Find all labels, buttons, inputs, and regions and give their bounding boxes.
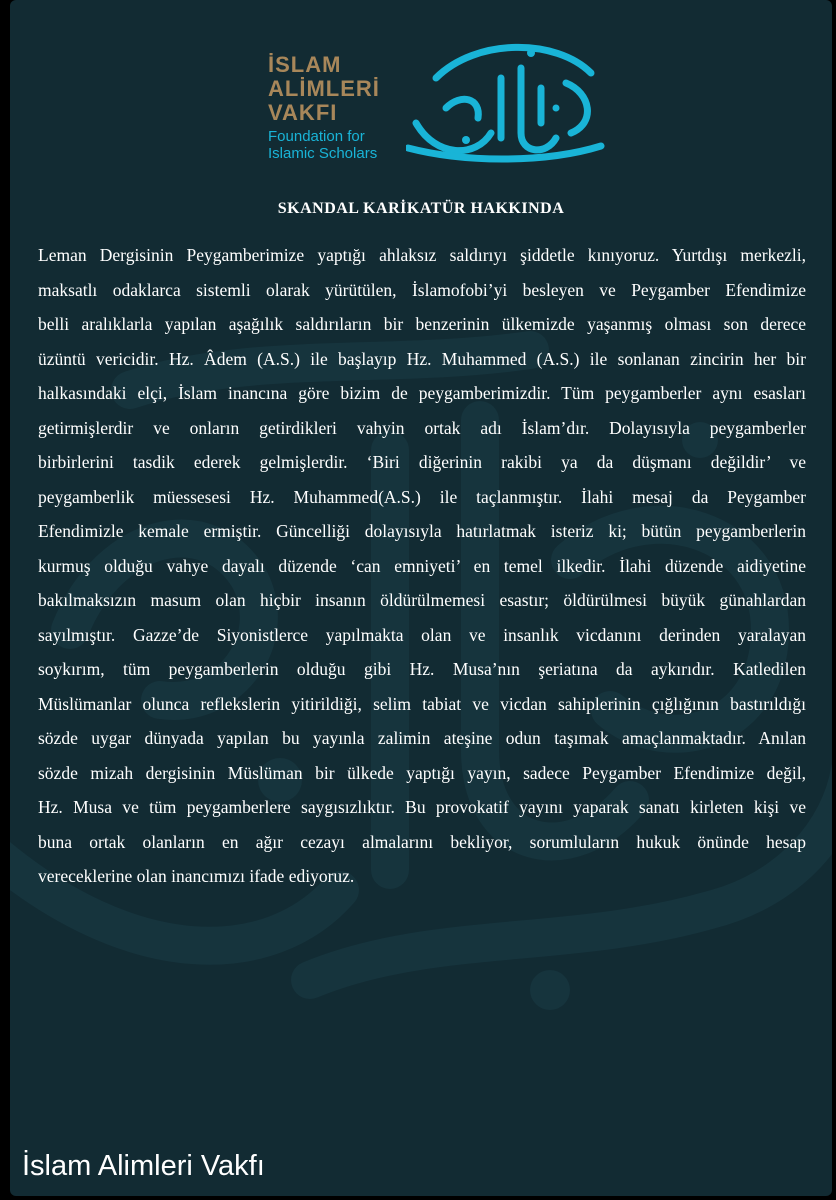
logo-en-line-1: Foundation for [268,128,365,145]
body-line: Hz. Musa ve tüm peygamberlere saygısızlıktır. Bu provokatif yayını yaparak sanatı kirleten kişi ve [38,797,806,817]
body-line: sayılmıştır. Gazze’de Siyonistlerce yapılmakta olan ve insanlık vicdanını derinden yaralayan [38,624,806,645]
statement-body [38,238,806,894]
body-line: getirmişlerdir ve onların getirdikleri vahyin ortak adı İslam’dır. Dolayısıyla peygamberler [38,417,806,438]
body-line: soykırım, tüm peygamberlerin olduğu gibi Hz. Musa’nın şeriatına da aykırıdır. Katledilen [38,659,806,679]
logo-line-islam: İSLAM [268,52,342,77]
body-line: bakılmaksızın masum olan hiçbir insanın öldürülmemesi esastır; öldürülmesi büyük günahlardan [38,590,806,610]
body-line: sözde uygar dünyada yapılan bu yayınla zalimin ateşine odun taşımak amaçlanmaktadır. Anılan [38,728,806,748]
footer-caption: İslam Alimleri Vakfı [22,1150,265,1182]
logo-line-vakfi: VAKFI [268,100,338,125]
body-line: Müslümanlar olunca reflekslerin yitirildiği, selim tabiat ve vicdan sahiplerinin çığlığının bastırıldığı [38,693,806,714]
body-line: kurmuş olduğu vahye dayalı düzende ‘can emniyeti’ en temel ilkedir. İlahi düzende aidiyetine [38,555,806,576]
body-line: maksatlı odaklarca sistemli olarak yürütülen, İslamofobi’yi besleyen ve Peygamber Efendimize [38,279,806,300]
statement-card [10,0,832,1196]
body-line: sözde mizah dergisinin Müslüman bir ülkede yaptığı yayın, sadece Peygamber Efendimize değil, [38,762,806,783]
body-line: Leman Dergisinin Peygamberimize yaptığı ahlaksız saldırıyı şiddetle kınıyoruz. Yurtdışı merkezli, [38,245,806,265]
body-line: belli aralıklarla yapılan aşağılık saldırıların bir benzerinin ülkemizde yaşanmış olması son derece [38,314,806,334]
statement-title: SKANDAL KARİKATÜR HAKKINDA [277,200,565,217]
body-line: Efendimizle kemale ermiştir. Güncelliği dolayısıyla hatırlatmak isteriz ki; bütün peygamberlerin [38,521,806,541]
body-line: buna ortak olanların en ağır cezayı almalarını bekliyor, sorumluların hukuk önünde hesap [38,831,806,852]
body-line: peygamberlik müessesesi Hz. Muhammed(A.S.) ile taçlanmıştır. İlahi mesaj da Peygamber [38,486,806,507]
body-line: üzüntü vericidir. Hz. Âdem (A.S.) ile başlayıp Hz. Muhammed (A.S.) ile sonlanan zincirin her bir [38,348,806,369]
logo-en-line-2: Islamic Scholars [268,145,378,162]
body-line: vereceklerine olan inancımızı ifade ediyoruz. [38,866,355,886]
body-line: halkasındaki elçi, İslam inancına göre bizim de peygamberimizdir. Tüm peygamberler aynı esasları [38,383,806,403]
body-line: birbirlerini tasdik ederek gelmişlerdir. ‘Biri diğerinin rakibi ya da düşmanı değildir’ ve [38,452,806,472]
foundation-logo [268,50,598,170]
arabic-calligraphy-logo [406,38,606,168]
logo-line-alimleri: ALİMLERİ [268,76,380,101]
